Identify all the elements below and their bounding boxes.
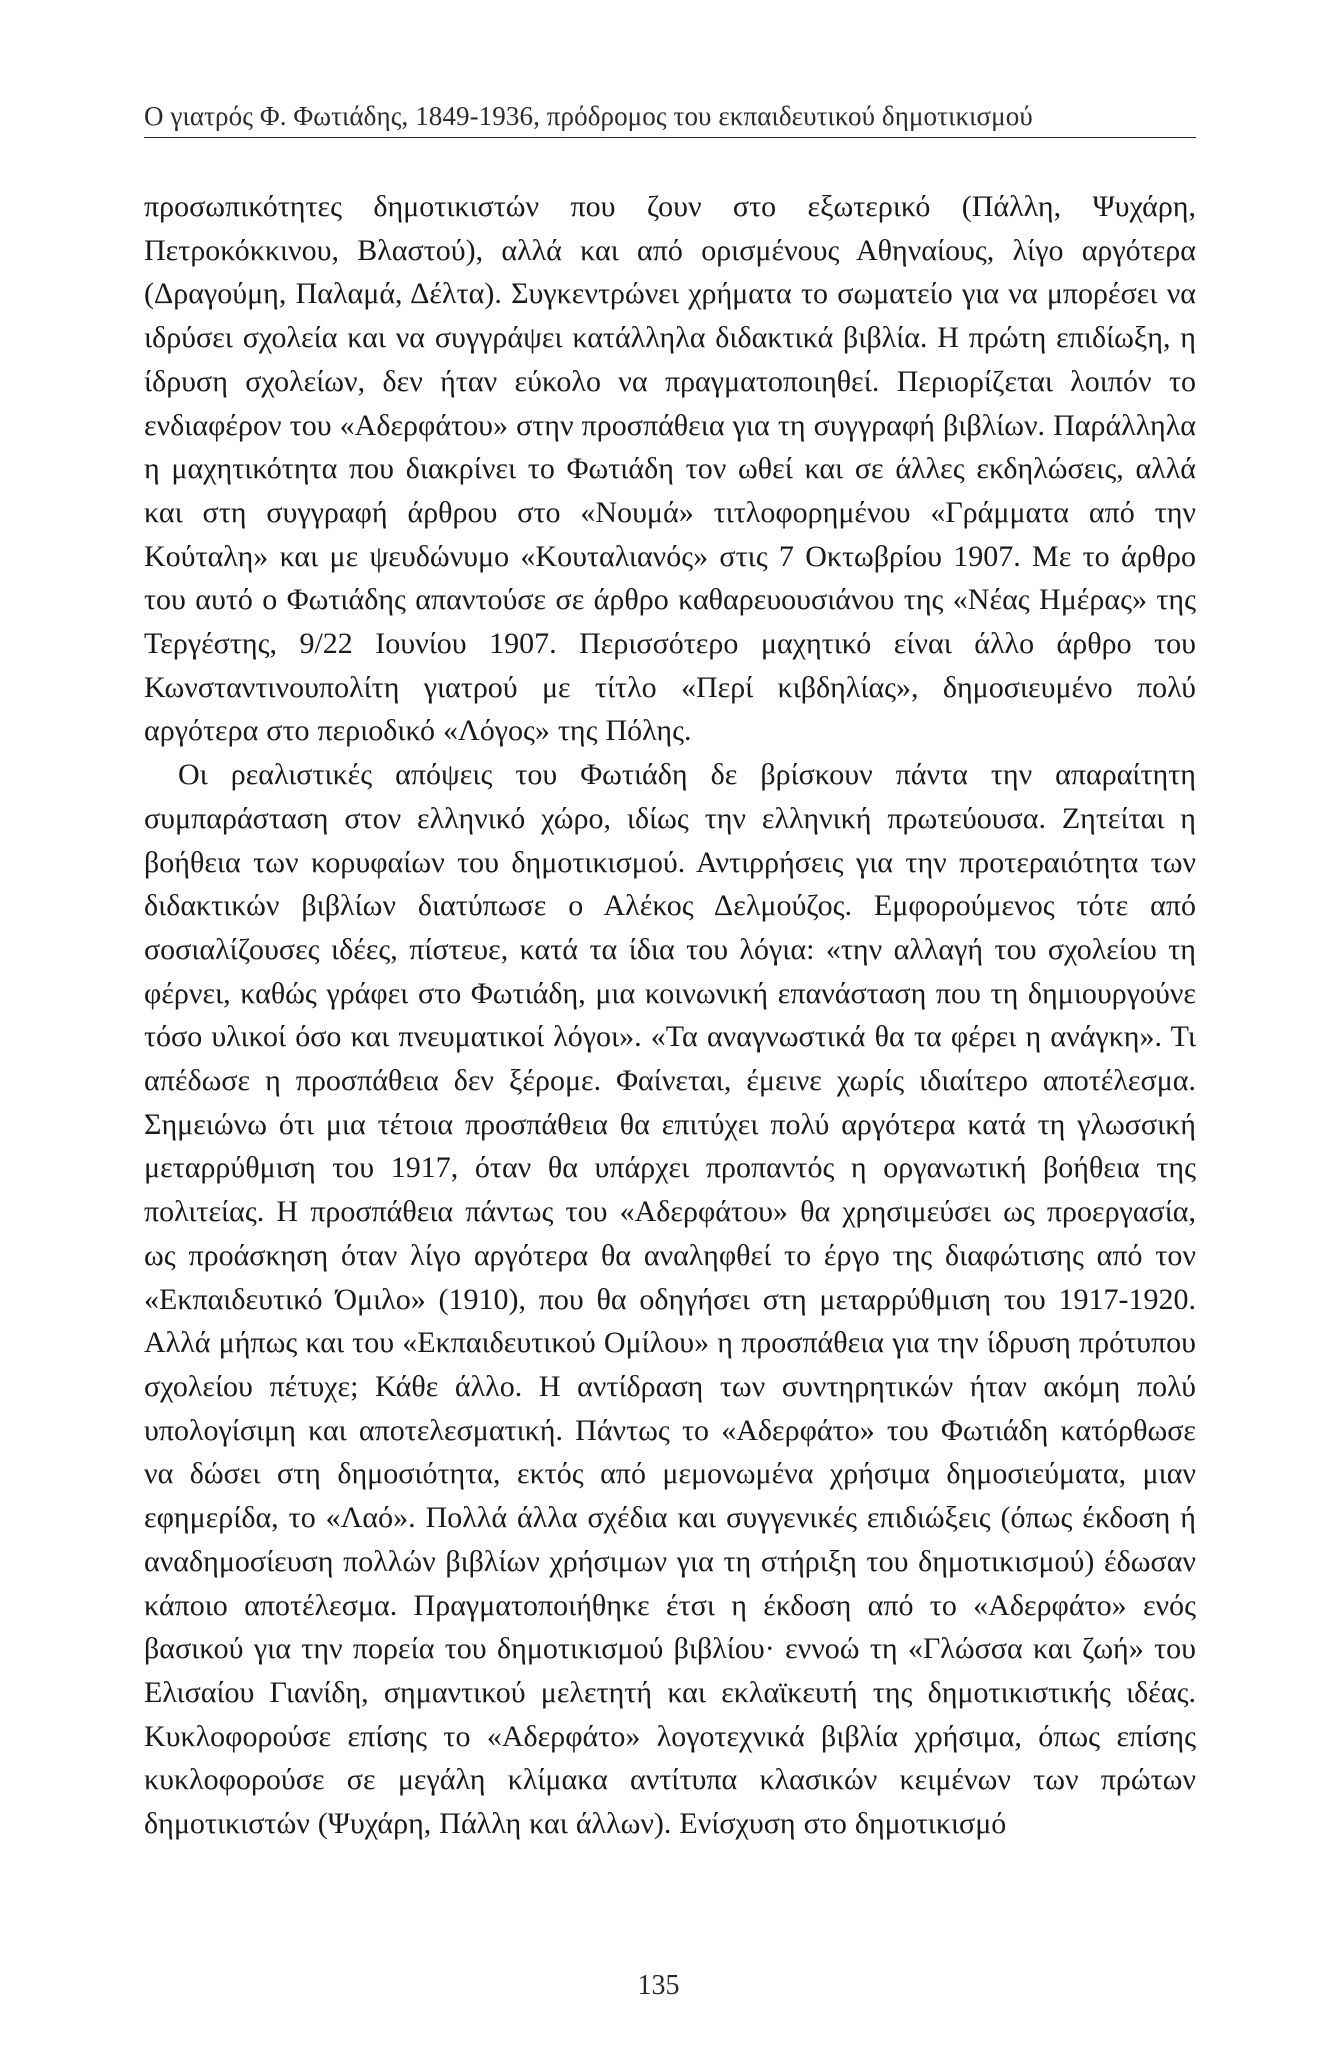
header-rule — [144, 137, 1196, 138]
page-number: 135 — [637, 1970, 680, 2001]
paragraph-1: προσωπικότητες δημοτικιστών που ζουν στο εξωτερικό (Πάλλη, Ψυχάρη, Πετροκόκκινου, Βλαστού), αλλά και από ορισμένους Αθηναίους, λίγο αργότερα (Δραγούμη, Παλαμά, Δέλτα). Συγκεντρώνει χρήματα το σωματείο για να μπορέσει να ιδρύσει σχολεία και να συγγράψει κατάλληλα διδακτικά βιβλία. Η πρώτη επιδίωξη, η ίδρυση σχολείων, δεν ήταν εύκολο να πραγματοποιηθεί. Περιορίζεται λοιπόν το ενδιαφέρον του «Αδερφάτου» στην προσπάθεια για τη συγγραφή βιβλίων. Παράλληλα η μαχητικότητα που διακρίνει το Φωτιάδη τον ωθεί και σε άλλες εκδηλώσεις, αλλά και στη συγγραφή άρθρου στο «Νουμά» τιτλοφορημένου «Γράμματα από την Κούταλη» και με ψευδώνυμο «Κουταλιανός» στις 7 Οκτωβρίου 1907. Με το άρθρο του αυτό ο Φωτιάδης απαντούσε σε άρθρο καθαρευουσιάνου της «Νέας Ημέρας» της Τεργέστης, 9/22 Ιουνίου 1907. Περισσότερο μαχητικό είναι άλλο άρθρο του Κωνσταντινουπολίτη γιατρού με τίτλο «Περί κιβδηλίας», δημοσιευμένο πολύ αργότερα στο περιοδικό «Λόγος» της Πόλης. — [144, 190, 1196, 748]
body-text — [144, 185, 1196, 1846]
running-header: Ο γιατρός Φ. Φωτιάδης, 1849-1936, πρόδρομος του εκπαιδευτικού δημοτικισμού — [144, 101, 1033, 131]
paragraph-2: Οι ρεαλιστικές απόψεις του Φωτιάδη δε βρίσκουν πάντα την απαραίτητη συμπαράσταση στον ελληνικό χώρο, ιδίως την ελληνική πρωτεύουσα. Ζητείται η βοήθεια των κορυφαίων του δημοτικισμού. Αντιρρήσεις για την προτεραιότητα των διδακτικών βιβλίων διατύπωσε ο Αλέκος Δελμούζος. Εμφορούμενος τότε από σοσιαλίζουσες ιδέες, πίστευε, κατά τα ίδια του λόγια: «την αλλαγή του σχολείου τη φέρνει, καθώς γράφει στο Φωτιάδη, μια κοινωνική επανάσταση που τη δημιουργούνε τόσο υλικοί όσο και πνευματικοί λόγοι». «Τα αναγνωστικά θα τα φέρει η ανάγκη». Τι απέδωσε η προσπάθεια δεν ξέρομε. Φαίνεται, έμεινε χωρίς ιδιαίτερο αποτέλεσμα. Σημειώνω ότι μια τέτοια προσπάθεια θα επιτύχει πολύ αργότερα κατά τη γλωσσική μεταρρύθμιση του 1917, όταν θα υπάρχει προπαντός η οργανωτική βοήθεια της πολιτείας. Η προσπάθεια πάντως του «Αδερφάτου» θα χρησιμεύσει ως προεργασία, ως προάσκηση όταν λίγο αργότερα θα αναληφθεί το έργο της διαφώτισης από τον «Εκπαιδευτικό Όμιλο» (1910), που θα οδηγήσει στη μεταρρύθμιση του 1917-1920. Αλλά μήπως και του «Εκπαιδευτικού Ομίλου» η προσπάθεια για την ίδρυση πρότυπου σχολείου πέτυχε; Κάθε άλλο. Η αντίδραση των συντηρητικών ήταν ακόμη πολύ υπολογίσιμη και αποτελεσματική. Πάντως το «Αδερφάτο» του Φωτιάδη κατόρθωσε να δώσει στη δημοσιότητα, εκτός από μεμονωμένα χρήσιμα δημοσιεύματα, μιαν εφημερίδα, το «Λαό». Πολλά άλλα σχέδια και συγγενικές επιδιώξεις (όπως έκδοση ή αναδημοσίευση πολλών βιβλίων χρήσιμων για τη στήριξη του δημοτικισμού) έδωσαν κάποιο αποτέλεσμα. Πραγματοποιήθηκε έτσι η έκδοση από το «Αδερφάτο» ενός βασικού για την πορεία του δημοτικισμού βιβλίου· εννοώ τη «Γλώσσα και ζωή» του Ελισαίου Γιανίδη, σημαντικού μελετητή και εκλαϊκευτή της δημοτικιστικής ιδέας. Κυκλοφορούσε επίσης το «Αδερφάτο» λογοτεχνικά βιβλία χρήσιμα, όπως επίσης κυκλοφορούσε σε μεγάλη κλίμακα αντίτυπα κλασικών κειμένων των πρώτων δημοτικιστών (Ψυχάρη, Πάλλη και άλλων). Ενίσχυση στο δημοτικισμό — [144, 758, 1196, 1841]
